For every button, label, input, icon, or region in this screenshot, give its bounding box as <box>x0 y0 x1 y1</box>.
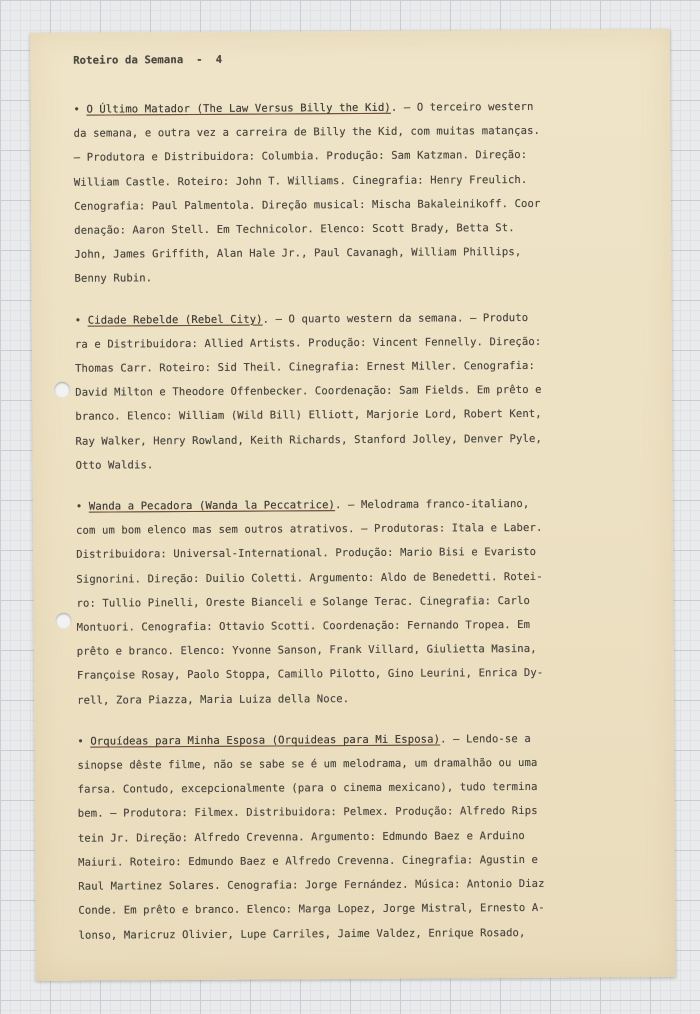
film-title: O Último Matador (The Law Versus Billy the Kid) <box>86 101 391 116</box>
text-line: da semana, e outra vez a carreira de Billy the Kid, com muitas matanças. <box>73 125 541 140</box>
film-entries <box>73 94 638 947</box>
text-line: sinopse dêste filme, não se sabe se é um melodrama, um dramalhão ou uma <box>77 756 538 772</box>
text-line: bem. — Produtora: Filmex. Distribuidora: Pelmex. Produção: Alfredo Rips <box>77 805 538 821</box>
page-text <box>73 51 639 964</box>
text-line <box>76 491 636 519</box>
text-line: Françoise Rosay, Paolo Stoppa, Camillo Pilotto, Gino Leurini, Enrica Dy- <box>76 667 544 683</box>
text-line: ra e Distribuidora: Allied Artists. Produção: Vincent Fennelly. Direção: <box>74 335 542 351</box>
film-title: Wanda a Pecadora (Wanda la Peccatrice) <box>88 499 336 513</box>
film-title: Cidade Rebelde (Rebel City) <box>87 313 263 327</box>
text-line: Montuori. Cenografia: Ottavio Scotti. Coordenação: Fernando Tropea. Em <box>76 619 531 634</box>
text-line: rell, Zora Piazza, Maria Luiza della Noce. <box>77 692 350 707</box>
text-line: William Castle. Roteiro: John T. Williams. Cinegrafia: Henry Freulich. <box>73 173 528 189</box>
film-entry <box>75 305 636 478</box>
text-line: David Milton e Theodore Offenbecker. Coordenação: Sam Fields. Em prêto e <box>75 384 542 399</box>
text-line: Distribuidora: Universal-International. Produção: Mario Bisi e Evaristo <box>76 546 537 562</box>
film-title: Orquídeas para Minha Esposa (Orquideas para Mi Esposa) <box>90 733 441 748</box>
text-line: Cenografia: Paul Palmentola. Direção musical: Mischa Bakaleinikoff. Coor <box>74 197 541 213</box>
bullet: • <box>77 735 91 748</box>
punch-hole <box>54 382 70 398</box>
title-line-rest: . — O terceiro western <box>390 100 534 114</box>
text-line: denação: Aaron Stell. Em Technicolor. Elenco: Scott Brady, Betta St. <box>74 222 515 237</box>
text-line: Thomas Carr. Roteiro: Sid Theil. Cinegrafia: Ernest Miller. Cenografia: <box>75 359 536 375</box>
punch-hole <box>56 613 72 629</box>
text-line: farsa. Contudo, excepcionalmente (para o cinema mexicano), tudo termina <box>77 781 538 797</box>
title-line-rest: . — Melodrama franco-italiano, <box>334 498 530 512</box>
text-line: branco. Elenco: William (Wild Bill) Elliott, Marjorie Lord, Robert Kent, <box>75 408 542 424</box>
bullet: • <box>73 103 87 116</box>
text-line: Benny Rubin. <box>74 272 153 286</box>
typewritten-page <box>30 29 676 981</box>
text-line <box>75 305 635 333</box>
title-line-rest: . — Lendo-se a <box>440 732 531 746</box>
text-line: Maiuri. Roteiro: Edmundo Baez e Alfredo Crevenna. Cinegrafia: Agustin e <box>78 853 539 869</box>
text-line: Conde. Em prêto e branco. Elenco: Marga Lopez, Jorge Mistral, Ernesto A- <box>78 902 545 918</box>
text-line: prêto e branco. Elenco: Yvonne Sanson, Frank Villard, Giulietta Masina, <box>76 643 537 658</box>
title-line-rest: . — O quarto western da semana. — Produto <box>262 311 529 326</box>
text-line: — Produtora e Distribuidora: Columbia. Produção: Sam Katzman. Direção: <box>73 149 528 165</box>
text-line: Raul Martinez Solares. Cenografia: Jorge Fernández. Música: Antonio Diaz <box>78 877 545 893</box>
text-line: com um bom elenco mas sem outros atrativos. — Produtoras: Itala e Laber. <box>76 522 543 537</box>
text-line: ro: Tullio Pinelli, Oreste Bianceli e Solange Terac. Cinegrafia: Carlo <box>76 594 530 610</box>
text-line: lonso, Maricruz Olivier, Lupe Carriles, Jaime Valdez, Enrique Rosado, <box>78 926 526 942</box>
text-line: Ray Walker, Henry Rowland, Keith Richards, Stanford Jolley, Denver Pyle, <box>75 432 542 448</box>
text-line <box>77 726 637 754</box>
page-header: Roteiro da Semana - 4 <box>73 53 223 67</box>
text-line: tein Jr. Direção: Alfredo Crevenna. Argumento: Edmundo Baez e Arduino <box>77 829 525 845</box>
text-line: Otto Waldis. <box>75 459 154 472</box>
bullet: • <box>74 314 88 327</box>
film-entry <box>77 726 638 947</box>
text-line: John, James Griffith, Alan Hale Jr., Paul Cavanagh, William Phillips, <box>74 246 522 261</box>
film-entry <box>76 491 637 712</box>
text-line: Signorini. Direção: Duilio Coletti. Argumento: Aldo de Benedetti. Rotei- <box>76 570 543 586</box>
text-line <box>73 94 633 122</box>
film-entry <box>73 94 634 291</box>
bullet: • <box>75 500 89 513</box>
